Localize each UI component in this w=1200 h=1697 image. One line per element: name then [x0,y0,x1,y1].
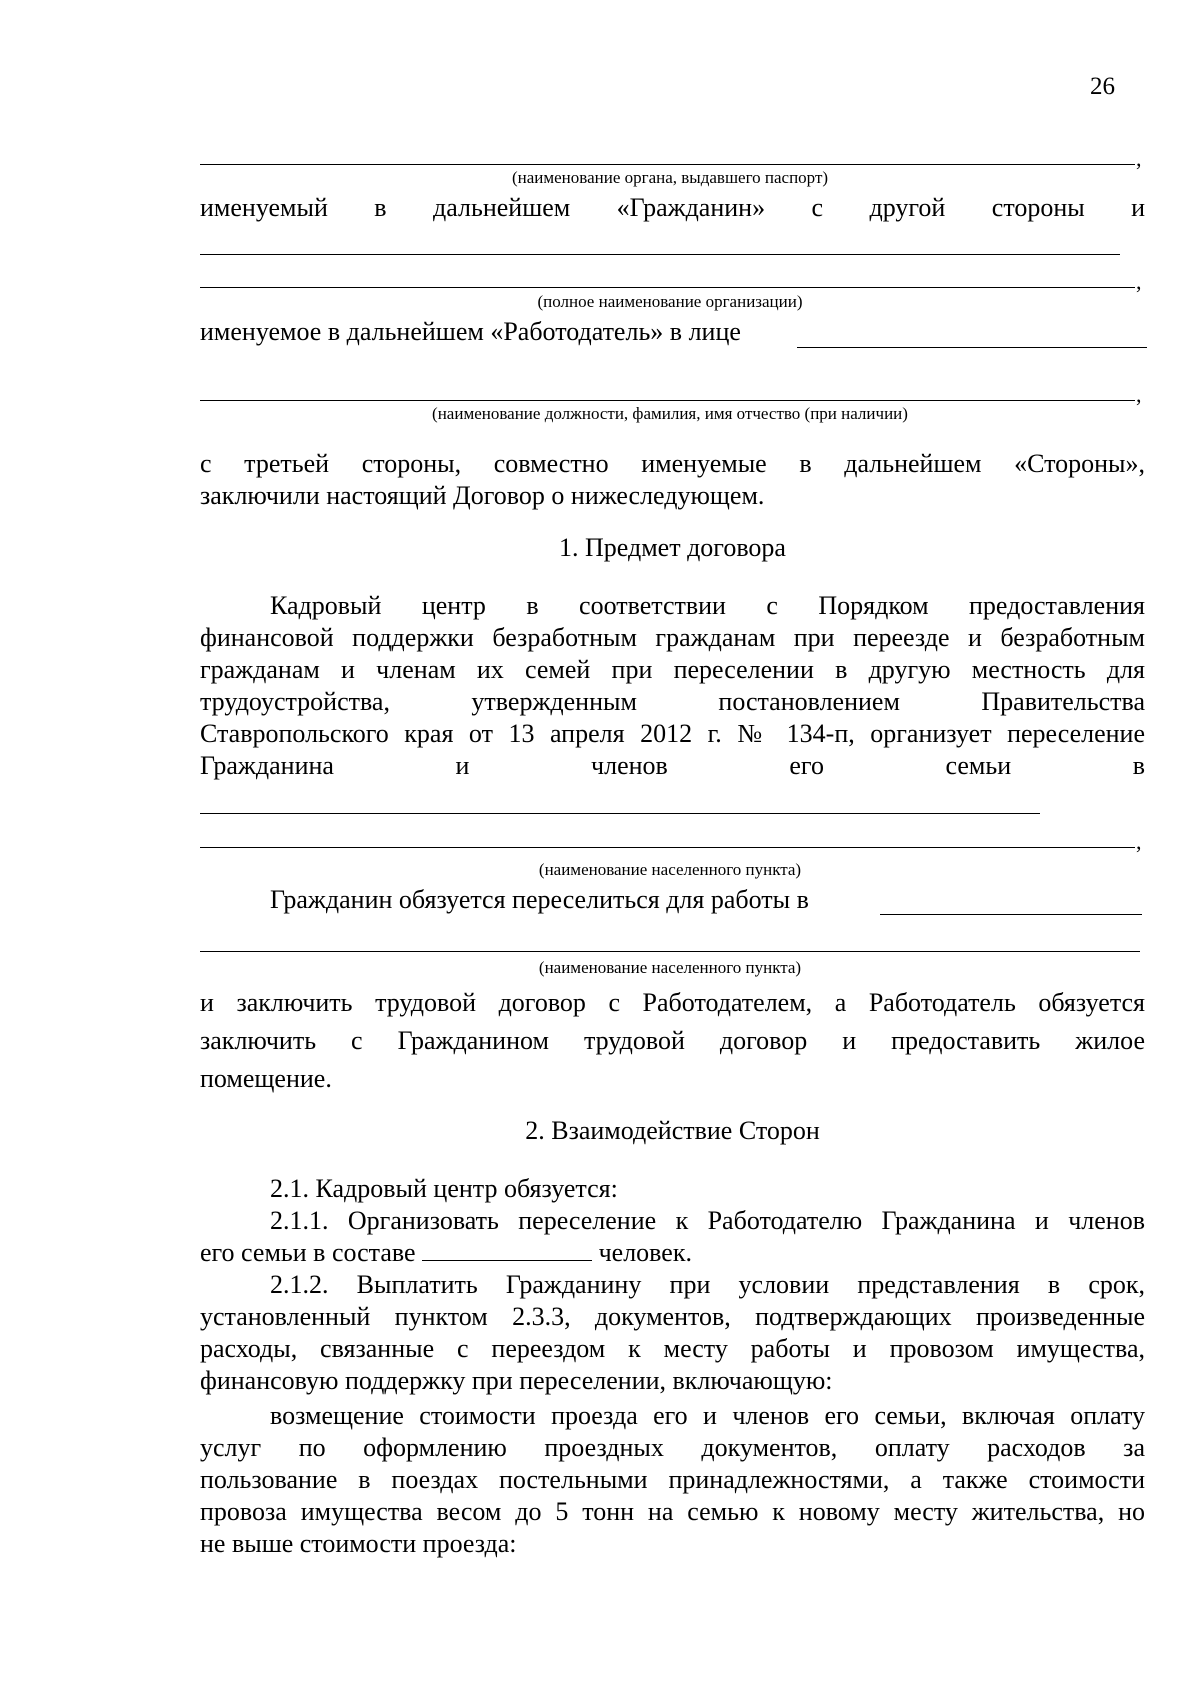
reimbursement-paragraph: возмещение стоимости проезда его и членов его семьи, включая оплату услуг по оформлению проездных документов, оплату расходов за пользование в поездах постельными принадлежностями, а также стоимости провоза имущества весом до 5 тонн на семью к новому месту жительства, но не выше стоимости проезда: [200,1401,1145,1558]
caption-locality: (наименование населенного пункта) [538,860,802,879]
page-number: 26 [1090,73,1115,100]
clause-2-1-1-line2: его семьи в составе человек. [200,1238,692,1267]
comma: , [1136,146,1142,171]
employment-paragraph: и заключить трудовой договор с Работодателем, а Работодатель обязуется заключить с Гражданином трудовой договор и предоставить жилое помещение. [200,988,1145,1093]
comma: , [1136,829,1142,854]
blank-line-locality [200,847,1135,848]
blank-line-organization [200,287,1135,288]
clause-2-1: 2.1. Кадровый центр обязуется: [270,1174,618,1203]
section-heading-2: 2. Взаимодействие Сторон [525,1116,820,1145]
comma: , [1136,269,1142,294]
blank-count-field [422,1238,592,1261]
section-1-paragraph: Кадровый центр в соответствии с Порядком предоставления финансовой поддержки безработным гражданам при переезде и безработным гражданам и членам их семей при переселении в другую местность для трудоустройства, утвержденным постановлением Правительства Ставропольского края от 13 апреля 2012 г. № 134-п, организует переселение [200,591,1145,748]
parties-paragraph: с третьей стороны, совместно именуемые в дальнейшем «Стороны», заключили настоящий Договор о нижеследующем. [200,449,1145,510]
blank-line [200,254,1120,255]
clause-2-1-2: 2.1.2. Выплатить Гражданину при условии представления в срок, установленный пунктом 2.3.3, документов, подтверждающих произведенные расходы, связанные с переездом к месту работы и провозом имущества, финансовую поддержку при переселении, включающую: [200,1270,1145,1395]
caption-passport-authority: (наименование органа, выдавшего паспорт) [511,168,829,187]
blank-line [200,813,1040,814]
caption-locality-2: (наименование населенного пункта) [538,958,802,977]
citizen-obligation-line: Гражданин обязуется переселиться для работы в [270,885,809,914]
named-citizen-line: именуемый в дальнейшем «Гражданин» с другой стороны и [200,193,1146,222]
citizen-family-line: Гражданина и членов его семьи в [200,751,1146,780]
caption-organization: (полное наименование организации) [537,292,803,311]
blank-line-passport-authority [200,164,1135,165]
blank-line-position-name [200,400,1135,401]
section-heading-1: 1. Предмет договора [559,533,786,562]
clause-2-1-1: 2.1.1. Организовать переселение к Работодателю Гражданина и членов [270,1206,1145,1235]
blank-line-representative [797,347,1147,348]
blank-line-workplace [880,914,1142,915]
employer-line: именуемое в дальнейшем «Работодатель» в лице [200,317,741,346]
caption-position-name: (наименование должности, фамилия, имя отчество (при наличии) [432,404,908,423]
comma: , [1136,382,1142,407]
blank-line-locality-2 [200,951,1140,952]
